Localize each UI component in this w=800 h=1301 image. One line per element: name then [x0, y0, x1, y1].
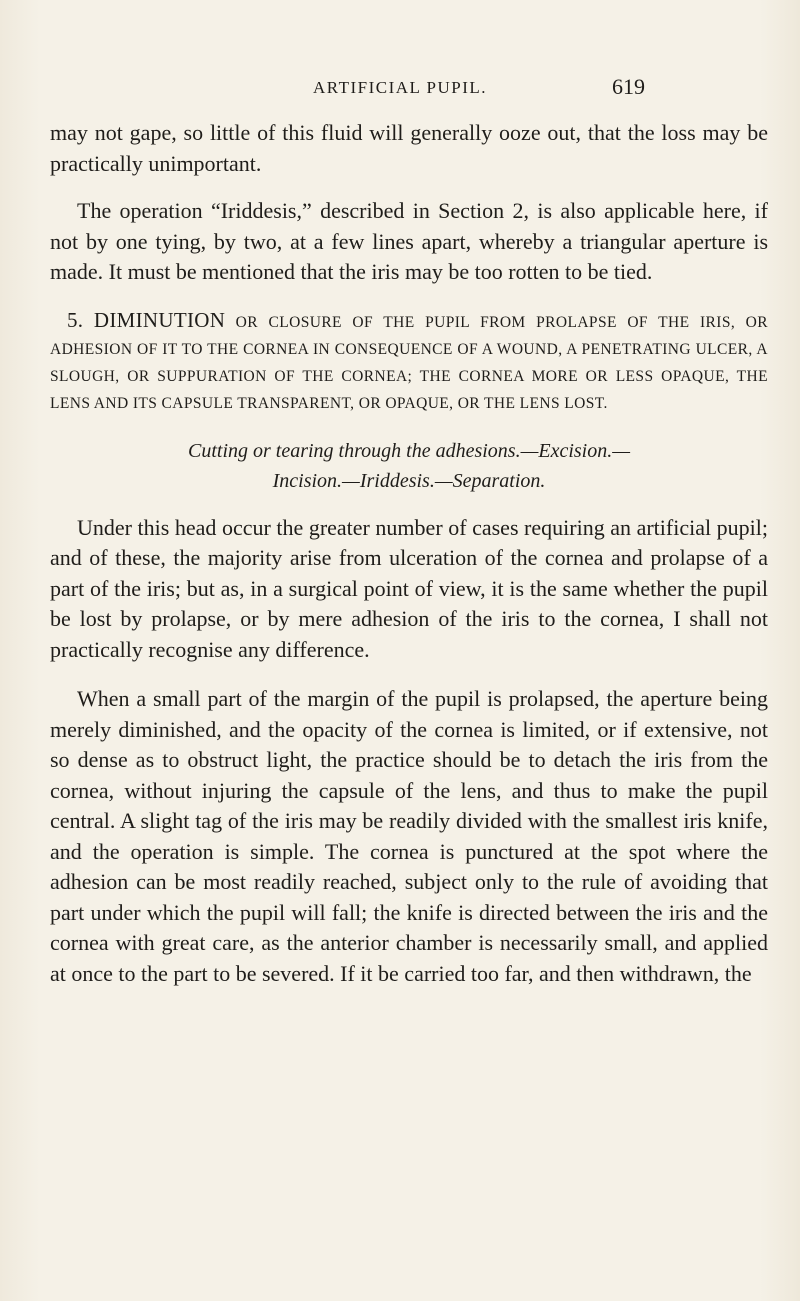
section-heading-text: OR CLOSURE OF THE PUPIL FROM PROLAPSE OF THE IRIS, OR ADHESION OF IT TO THE CORNEA IN CONSEQUENCE OF A WOUND, A PENETRATING ULCER, A SLOUGH, OR SUPPURATION OF THE CORNEA; THE CORNEA MORE OR LESS OPAQUE, THE LENS AND ITS CAPSULE TRANSPARENT, OR OPAQUE, OR THE LENS LOST.: [50, 313, 768, 412]
body-text: [50, 118, 768, 989]
section-number: 5.: [67, 307, 84, 332]
section-heading: [50, 307, 768, 417]
italic-subheads: [50, 436, 768, 496]
running-title: ARTIFICIAL PUPIL.: [312, 78, 488, 97]
paragraph-small-part: When a small part of the margin of the pupil is prolapsed, the aperture being merely diminished, and the opacity of the cornea is limited, or if extensive, not so dense as to obstruct light, the practice should be to detach the iris from the cornea, without injuring the capsule of the lens, and thus to make the pupil central. A slight tag of the iris may be readily divided with the smallest iris knife, and the operation is simple. The cornea is punctured at the spot where the adhesion can be most readily reached, subject only to the rule of avoiding that part under which the pupil will fall; the knife is directed between the iris and the cornea with great care, as the anterior chamber is necessarily small, and applied at once to the part to be severed. If it be carried too far, and then withdrawn, the: [50, 686, 768, 986]
subheads-line-2: Incision.—Iriddesis.—Separation.: [272, 469, 546, 492]
section-heading-first-word: DIMINUTION: [93, 307, 226, 332]
paragraph-iriddesis: The operation “Iriddesis,” described in Section 2, is also applicable here, if not by one tying, by two, at a few lines apart, whereby a triangular aperture is made. It must be mentioned that the iris may be too rotten to be tied.: [50, 198, 768, 284]
page-number: 619: [612, 74, 645, 99]
subheads-line-1: Cutting or tearing through the adhesions.—Excision.—: [187, 439, 631, 462]
paragraph-under-this-head: Under this head occur the greater number of cases requiring an artificial pupil; and of these, the majority arise from ulceration of the cornea and prolapse of a part of the iris; but as, in a surgical point of view, it is the same whether the pupil be lost by prolapse, or by mere adhesion of the iris to the cornea, I shall not practically recognise any difference.: [50, 514, 768, 662]
running-head: [0, 74, 800, 108]
paragraph-continued: may not gape, so little of this fluid will generally ooze out, that the loss may be practically unimportant.: [50, 120, 768, 176]
